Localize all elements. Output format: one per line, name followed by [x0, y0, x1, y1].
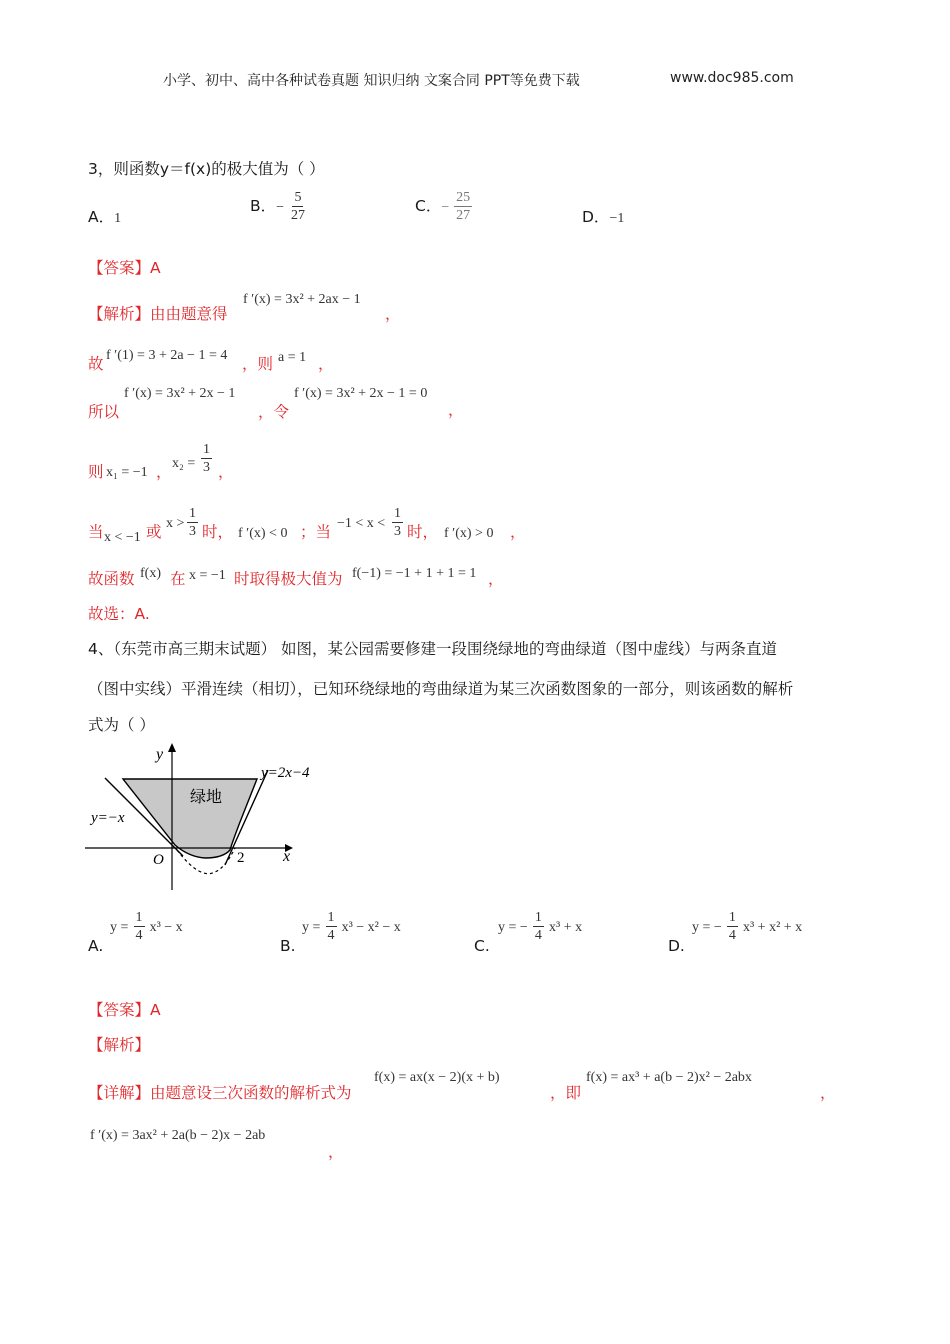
- q4-stem-line3: 式为（ ）: [88, 716, 155, 734]
- q3-analysis-label: 【解析】: [88, 305, 151, 323]
- q4-option-a-pre: y =: [110, 920, 129, 935]
- q3-l5-math3: f ′(x) < 0: [238, 526, 288, 541]
- q4-answer: 【答案】A: [88, 1001, 161, 1019]
- q3-l5-math4: −1 < x <: [337, 516, 386, 531]
- q3-l3-pre: 所以: [88, 403, 120, 421]
- q4-option-c-post: x³ + x: [548, 920, 583, 935]
- q3-l5-pre: 当: [88, 523, 104, 541]
- q3-option-c: [415, 190, 472, 223]
- x-axis-label: x: [283, 848, 291, 865]
- q3-l5-frac1: [187, 506, 198, 539]
- q3-l6-pre: 故函数: [88, 570, 135, 588]
- q3-l5-math: x < −1: [104, 530, 141, 545]
- q3-l4-end: ，: [218, 463, 234, 481]
- q3-l5-math5: f ′(x) > 0: [444, 526, 494, 541]
- q4-option-b-den: 4: [327, 928, 335, 943]
- q3-l3-mid: ，令: [258, 403, 290, 421]
- q3-option-a-label: A．: [88, 208, 115, 226]
- q4-stem-line1: 4、（东莞市高三期末试题） 如图，某公园需要修建一段围绕绿地的弯曲绿道（图中虚线）与两条直道: [88, 640, 778, 658]
- q3-l3-end: ，: [448, 401, 464, 419]
- q3-l6-end: ，: [488, 570, 504, 588]
- q3-option-b: [250, 190, 307, 223]
- q3-option-c-label: C．: [415, 197, 442, 215]
- q3-l5-num2: 1: [394, 506, 401, 521]
- q4-option-c-den: 4: [534, 928, 542, 943]
- q3-l5-num: 1: [189, 506, 196, 521]
- q4-option-c-pre: y = −: [498, 920, 528, 935]
- region-label: 绿地: [190, 787, 223, 806]
- q3-l5-when: 时，: [202, 523, 234, 541]
- q3-answer: 【答案】A: [88, 259, 161, 277]
- q4-option-d-label: D.: [668, 937, 685, 955]
- q3-l2-mid: ，则: [242, 355, 274, 373]
- q3-option-b-num: 5: [294, 190, 302, 205]
- q3-l5-den2: 3: [394, 524, 401, 539]
- q3-l5-or: 或: [146, 523, 162, 541]
- q3-l5-when2: 时，: [407, 523, 439, 541]
- q4-detail-end: ，: [820, 1084, 836, 1102]
- q3-l5-end: ，: [510, 523, 526, 541]
- q3-l2-end: ，: [318, 355, 334, 373]
- q3-l1-text: 由由题意得: [150, 305, 228, 323]
- header-text: 小学、初中、高中各种试卷真题 知识归纳 文案合同 PPT等免费下载: [163, 73, 580, 89]
- q4-detail-text: 由题意设三次函数的解析式为: [150, 1084, 352, 1102]
- q4-option-b-formula: [302, 910, 401, 943]
- q4-option-d-den: 4: [728, 928, 736, 943]
- q3-l4-num: 1: [203, 442, 210, 457]
- q3-l6-mid2: 时取得极大值为: [234, 570, 343, 588]
- q3-l5-den: 3: [189, 524, 196, 539]
- q3-analysis-line1: [88, 302, 228, 324]
- q3-option-d: [582, 205, 624, 227]
- header-site-link[interactable]: www.doc985.com: [670, 70, 794, 86]
- q4-option-b-label: B.: [280, 937, 296, 955]
- q3-l7: 故选：A.: [88, 605, 150, 623]
- q3-option-d-value: −1: [609, 211, 625, 226]
- q3-option-a: [88, 205, 121, 227]
- q4-detail-math2: f(x) = ax³ + a(b − 2)x² − 2abx: [586, 1070, 752, 1085]
- q4-option-c-formula: [498, 910, 582, 943]
- q3-l6-math2: x = −1: [189, 568, 226, 583]
- q4-detail-mid: ，即: [550, 1084, 582, 1102]
- origin-label: O: [153, 852, 164, 868]
- q4-detail-line: [88, 1081, 352, 1103]
- q4-analysis-label: 【解析】: [88, 1036, 151, 1054]
- q3-option-b-sign: −: [276, 200, 285, 215]
- y-axis-arrow: [168, 743, 176, 752]
- q4-detail-math: f(x) = ax(x − 2)(x + b): [374, 1070, 500, 1085]
- line-left-label: y=−x: [91, 810, 125, 826]
- q4-option-c-label: C.: [474, 937, 490, 955]
- q3-l4-math: x₁ = −1: [106, 465, 148, 480]
- q3-l1-math: f ′(x) = 3x² + 2ax − 1: [243, 292, 361, 307]
- q3-l4-den: 3: [203, 460, 210, 475]
- q4-option-d-formula: [692, 910, 802, 943]
- q4-option-a-formula: [110, 910, 183, 943]
- q3-l6-math3: f(−1) = −1 + 1 + 1 = 1: [352, 566, 477, 581]
- q4-option-d-post: x³ + x² + x: [742, 920, 803, 935]
- q4-option-b-num: 1: [327, 910, 335, 925]
- q3-l4-math2: x₂ =: [172, 456, 196, 471]
- q4-stem-line2: （图中实线）平滑连续（相切），已知环绕绿地的弯曲绿道为某三次函数图象的一部分，则该函数的解析: [88, 680, 794, 698]
- q4-last-end: ，: [328, 1143, 344, 1161]
- q3-l2-pre: 故: [88, 355, 104, 373]
- line-right-label: y=2x−4: [261, 765, 310, 781]
- q4-option-b-pre: y =: [302, 920, 321, 935]
- q3-l6-mid: 在: [170, 570, 186, 588]
- q3-option-d-label: D．: [582, 208, 610, 226]
- q3-l2-math2: a = 1: [278, 350, 307, 365]
- q3-l3-math2: f ′(x) = 3x² + 2x − 1 = 0: [294, 386, 428, 401]
- green-area-figure: [85, 740, 325, 890]
- q3-option-b-label: B．: [250, 197, 277, 215]
- q3-l4-mid: ，: [156, 463, 172, 481]
- q3-option-c-den: 27: [456, 208, 471, 223]
- y-axis-label: y: [156, 746, 164, 763]
- q3-l5-semi: ；当: [300, 523, 332, 541]
- q3-l2-math: f ′(1) = 3 + 2a − 1 = 4: [106, 348, 228, 363]
- q4-option-d-pre: y = −: [692, 920, 722, 935]
- q3-l6-math: f(x): [140, 566, 161, 581]
- q3-l5-frac2: [392, 506, 403, 539]
- q4-option-a-den: 4: [135, 928, 143, 943]
- q4-option-c-num: 1: [534, 910, 542, 925]
- q4-detail-label: 【详解】: [88, 1084, 151, 1102]
- q3-l1-end: ，: [385, 305, 401, 323]
- q3-option-c-sign: −: [441, 200, 450, 215]
- q4-option-d-num: 1: [728, 910, 736, 925]
- q3-option-a-value: 1: [114, 211, 122, 226]
- q3-l4-frac: [201, 442, 212, 475]
- q3-stem: 3，则函数y＝f(x)的极大值为（ ）: [88, 160, 325, 178]
- q3-l5-math2: x >: [166, 516, 185, 531]
- x-two-label: 2: [237, 850, 245, 866]
- q4-option-b-post: x³ − x² − x: [341, 920, 401, 935]
- q3-option-b-den: 27: [290, 208, 305, 223]
- q4-option-a-label: A.: [88, 937, 104, 955]
- q4-option-a-num: 1: [135, 910, 143, 925]
- q3-l4-pre: 则: [88, 463, 104, 481]
- q4-last-math: f ′(x) = 3ax² + 2a(b − 2)x − 2ab: [90, 1128, 266, 1143]
- q3-option-c-num: 25: [456, 190, 471, 205]
- q3-l3-math: f ′(x) = 3x² + 2x − 1: [124, 386, 236, 401]
- q4-option-a-post: x³ − x: [149, 920, 183, 935]
